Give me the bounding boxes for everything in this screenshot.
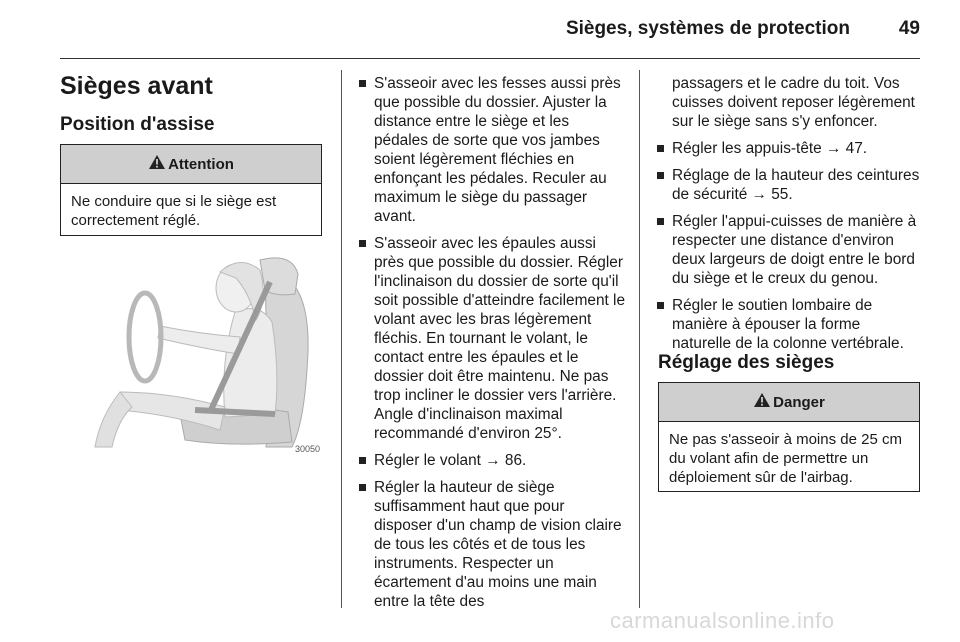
attention-box	[60, 144, 322, 236]
list-item: Régler le soutien lombaire de manière à épouser la forme naturelle de la colonne vertébrale.	[656, 296, 922, 353]
column-divider-1	[341, 70, 342, 608]
section-title: Sièges avant	[60, 72, 213, 100]
seating-position-illustration	[60, 242, 322, 456]
middle-column	[358, 74, 626, 619]
list-item: S'asseoir avec les épaules aussi près que possible du dossier. Régler l'inclinaison du dossier de sorte qu'il soit possible d'atteindre facilement le volant avec les bras légèrement fléchis. En tournant le volant, le contact entre les épaules et le dossier doit être maintenu. Ne pas trop incliner le dossier vers l'arrière. Angle d'inclinaison maximal recommandé d'environ 25°.	[358, 234, 626, 443]
right-column	[656, 74, 922, 361]
list-item: Régler la hauteur de siège suffisamment haut que pour disposer d'un champ de vision claire de tous les côtés et de tous les instruments. Respecter un écartement d'au moins une main entre la tête des	[358, 478, 626, 611]
driver-seat-drawing	[60, 242, 322, 456]
warning-icon	[148, 154, 166, 174]
watermark: carmanualsonline.info	[610, 608, 835, 633]
list-item: Régler les appuis-tête → 47.	[656, 139, 922, 158]
header-rule	[60, 58, 920, 59]
list-item: Régler l'appui-cuisses de manière à respecter une distance d'environ deux largeurs de doigt entre le bord du siège et le creux du genou.	[656, 212, 922, 288]
page-number: 49	[898, 18, 920, 39]
attention-box-header	[61, 145, 321, 184]
continued-text: passagers et le cadre du toit. Vos cuisses doivent reposer légèrement sur le siège sans s'y enfoncer.	[672, 75, 915, 130]
figure-code: 30050	[294, 444, 320, 454]
danger-box	[658, 382, 920, 492]
warning-icon	[753, 392, 771, 412]
danger-box-header	[659, 383, 919, 422]
subsection-title-reglage: Réglage des sièges	[658, 352, 835, 373]
attention-label: Attention	[168, 155, 234, 173]
running-header-title: Sièges, systèmes de protection	[565, 18, 850, 39]
danger-label: Danger	[773, 393, 825, 411]
list-item: Réglage de la hauteur des ceintures de sécurité → 55.	[656, 166, 922, 204]
list-item: S'asseoir avec les fesses aussi près que possible du dossier. Ajuster la distance entre le siège et les pédales de sorte que vos jambes soient légèrement fléchies en enfonçant les pédales. Reculer au maximum le siège du passager avant.	[358, 74, 626, 226]
danger-text: Ne pas s'asseoir à moins de 25 cm du volant afin de permettre un déploiement sûr de l'airbag.	[669, 431, 902, 486]
subsection-title-position: Position d'assise	[60, 114, 215, 135]
attention-text: Ne conduire que si le siège est correctement réglé.	[71, 193, 277, 229]
list-item: Régler le volant → 86.	[358, 451, 626, 470]
column-divider-2	[639, 70, 640, 608]
